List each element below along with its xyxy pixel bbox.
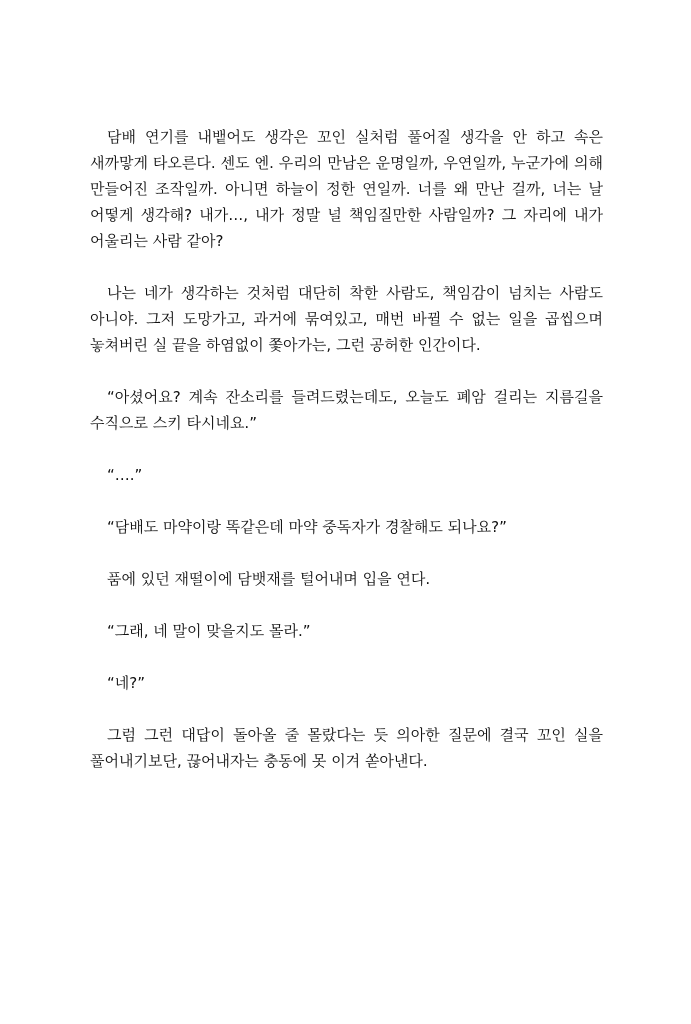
paragraph-7: “그래, 네 말이 맞을지도 몰라.” [107,622,311,640]
paragraph-3: “아셨어요? 계속 잔소리를 들려드렸는데도, 오늘도 폐암 걸리는 지름길을 수직으로 스키 타시네요.” [90,388,603,432]
document-body [90,124,603,800]
paragraph-1: 담배 연기를 내뱉어도 생각은 꼬인 실처럼 풀어질 생각을 안 하고 속은 새까맣게 타오른다. 센도 엔. 우리의 만남은 운명일까, 우연일까, 누군가에 의해 만들어진 조작일까. 아니면 하늘이 정한 연일까. 너를 왜 만난 걸까, 너는 날 어떻게 생각해? 내가…, 내가 정말 널 책임질만한 사람일까? 그 자리에 내가 어울리는 사람 같아? [90,128,603,250]
paragraph-2: 나는 네가 생각하는 것처럼 대단히 착한 사람도, 책임감이 넘치는 사람도 아니야. 그저 도망가고, 과거에 묶여있고, 매번 바뀔 수 없는 일을 곱씹으며 놓쳐버린 실 끝을 하염없이 쫓아가는, 그런 공허한 인간이다. [90,284,603,354]
paragraph-5: “담배도 마약이랑 똑같은데 마약 중독자가 경찰해도 되나요?” [107,518,507,536]
paragraph-6: 품에 있던 재떨이에 담뱃재를 털어내며 입을 연다. [107,570,431,588]
paragraph-9: 그럼 그런 대답이 돌아올 줄 몰랐다는 듯 의아한 질문에 결국 꼬인 실을 풀어내기보단, 끊어내자는 충동에 못 이겨 쏟아낸다. [90,726,603,770]
paragraph-8: “네?” [107,674,145,692]
paragraph-4: “….” [107,466,143,484]
